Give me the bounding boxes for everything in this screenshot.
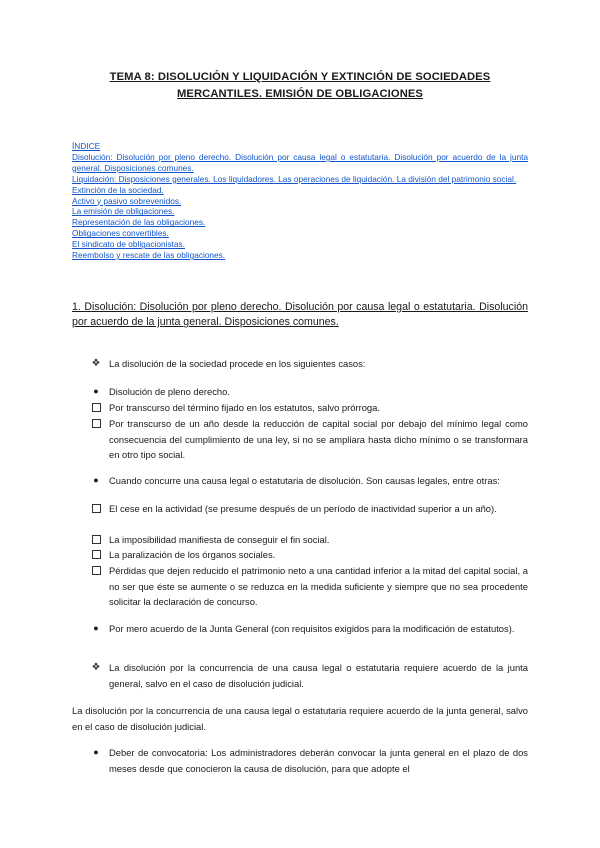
- toc-link-disolucion[interactable]: Disolución: Disolución por pleno derecho. Disolución por causa legal o estatutaria. Disolución por acuerdo de la junta general. Disposiciones comunes.: [72, 151, 528, 173]
- table-of-contents: [72, 141, 528, 261]
- bullet-dot-icon: ●: [93, 386, 99, 396]
- bullet-dot-icon: ●: [93, 623, 99, 633]
- diamond-bullet-icon: ❖: [91, 358, 101, 369]
- checkbox-icon: [92, 550, 101, 559]
- title-line-1: TEMA 8: DISOLUCIÓN Y LIQUIDACIÓN Y EXTINCIÓN DE SOCIEDADES: [109, 71, 491, 83]
- toc-link-convertibles[interactable]: Obligaciones convertibles.: [72, 228, 169, 239]
- checkbox-icon: [92, 535, 101, 544]
- checkbox-icon: [92, 419, 101, 428]
- diamond-bullet-icon: ❖: [91, 662, 101, 673]
- causa-item-1: El cese en la actividad (se presume después de un período de inactividad superior a un año).: [109, 503, 497, 514]
- causa-legal-text: Cuando concurre una causa legal o estatutaria de disolución. Son causas legales, entre otras:: [109, 475, 500, 486]
- document-title: [72, 69, 528, 103]
- toc-link-reembolso[interactable]: Reembolso y rescate de las obligaciones.: [72, 250, 226, 261]
- toc-link-sindicato[interactable]: El sindicato de obligacionistas.: [72, 239, 185, 250]
- toc-heading-link[interactable]: ÍNDICE: [72, 141, 101, 151]
- toc-link-extincion[interactable]: Extinción de la sociedad.: [72, 184, 164, 195]
- pleno-derecho-text: Disolución de pleno derecho.: [109, 386, 230, 397]
- bullet-dot-icon: ●: [93, 475, 99, 485]
- toc-link-liquidacion[interactable]: Liquidación: Disposiciones generales. Los liquidadores. Las operaciones de liquidación. La división del patrimonio social.: [72, 173, 517, 184]
- pleno-item-2: Por transcurso de un año desde la reducción de capital social por debajo del mínimo legal como consecuencia del cumplimiento de una ley, si no se ampliara hasta dicho mínimo o se transformara en otro tipo social.: [109, 418, 528, 461]
- deber-convocatoria-text: Deber de convocatoria: Los administradores deberán convocar la junta general en el plazo de dos meses desde que conocieron la causa de disolución, para que adopte el: [109, 747, 528, 774]
- concurrencia-note: La disolución por la concurrencia de una causa legal o estatutaria requiere acuerdo de la junta general, salvo en el caso de disolución judicial.: [109, 662, 528, 689]
- mero-acuerdo-text: Por mero acuerdo de la Junta General (con requisitos exigidos para la modificación de estatutos).: [109, 623, 515, 634]
- causa-item-4: Pérdidas que dejen reducido el patrimonio neto a una cantidad inferior a la mitad del capital social, a no ser que éste se aumente o se reduzca en la medida suficiente y siempre que no sea procedente solicitar la declaración de concurso.: [109, 565, 528, 608]
- pleno-item-1: Por transcurso del término fijado en los estatutos, salvo prórroga.: [109, 402, 380, 413]
- section-heading: 1. Disolución: Disolución por pleno derecho. Disolución por causa legal o estatutaria. Disolución por acuerdo de la junta general. Disposiciones comunes.: [72, 301, 528, 328]
- toc-link-representacion[interactable]: Representación de las obligaciones.: [72, 217, 206, 228]
- causa-item-3: La paralización de los órganos sociales.: [109, 549, 276, 560]
- body-paragraph: La disolución por la concurrencia de una causa legal o estatutaria requiere acuerdo de la junta general, salvo en el caso de disolución judicial.: [72, 705, 528, 732]
- bullet-dot-icon: ●: [93, 747, 99, 757]
- title-line-2: MERCANTILES. EMISIÓN DE OBLIGACIONES: [176, 88, 423, 100]
- checkbox-icon: [92, 504, 101, 513]
- checkbox-icon: [92, 566, 101, 575]
- causa-item-2: La imposibilidad manifiesta de conseguir el fin social.: [109, 534, 330, 545]
- intro-text: La disolución de la sociedad procede en los siguientes casos:: [109, 358, 366, 369]
- checkbox-icon: [92, 403, 101, 412]
- toc-link-emision[interactable]: La emisión de obligaciones.: [72, 206, 175, 217]
- toc-link-activo-pasivo[interactable]: Activo y pasivo sobrevenidos.: [72, 195, 182, 206]
